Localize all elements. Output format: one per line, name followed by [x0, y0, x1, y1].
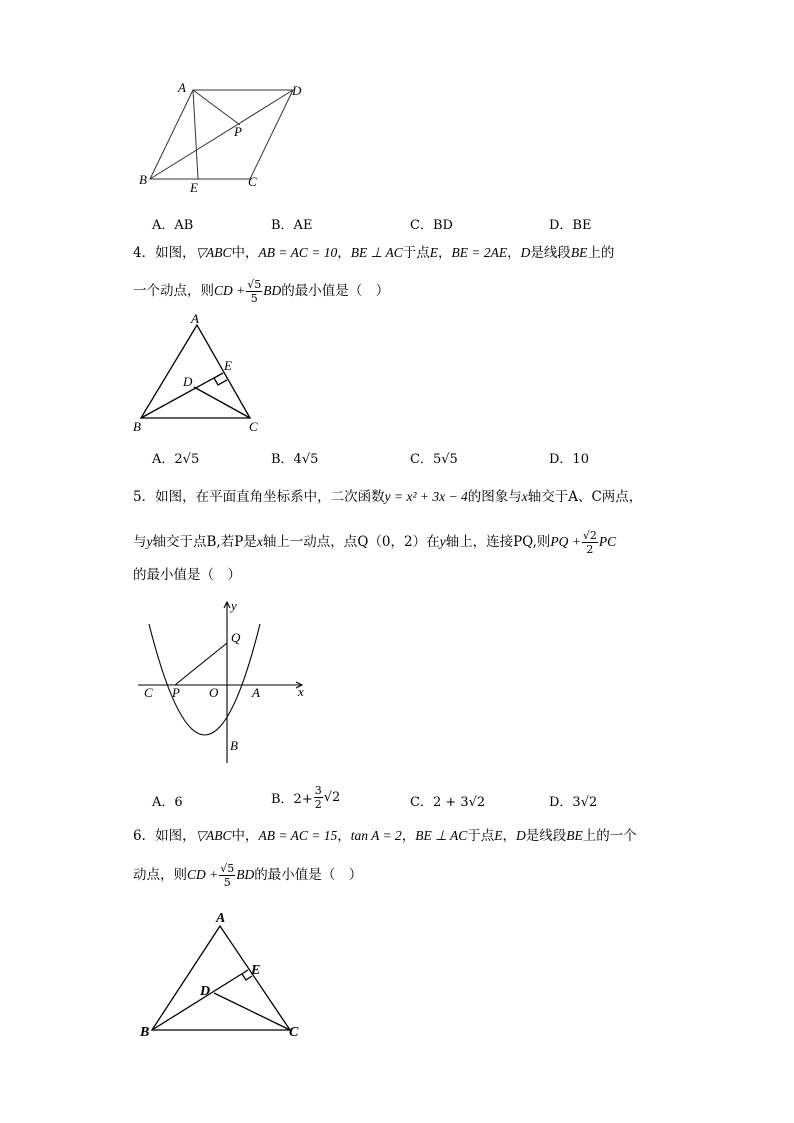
q5-text: 轴上，连接	[445, 534, 514, 550]
q5-line-1	[133, 487, 642, 507]
fig4-label-a: A	[191, 311, 199, 326]
q5-point-b: B	[206, 534, 217, 550]
q4-text: 一个动点，则	[133, 283, 214, 299]
q6-cond-tan: tan A = 2	[350, 828, 402, 843]
q4-choice-d[interactable]: D．10	[549, 452, 589, 467]
fig5-label-b: B	[230, 738, 238, 753]
q5-text: 是	[243, 534, 257, 550]
fig4-label-e: E	[224, 358, 232, 373]
q5-choice-b-den: 2	[314, 798, 322, 811]
q6-sep: ，	[337, 828, 351, 844]
q4-line-1	[133, 243, 614, 263]
q5-text: ,若	[216, 534, 235, 550]
fig5-label-o: O	[209, 685, 219, 700]
q6-text: 中，	[231, 828, 259, 844]
q6-expr: CD +	[187, 867, 219, 882]
q6-text: 于点	[467, 828, 495, 844]
q5-text: ,则	[532, 534, 551, 550]
q5-choice-b-prefix: B．2+	[271, 792, 313, 807]
q5-expr: PC	[598, 534, 617, 549]
q6-sep: ，	[401, 828, 416, 844]
q6-frac-den: 5	[223, 876, 231, 889]
q4-frac-num: √5	[247, 278, 262, 291]
q5-text: 与	[133, 534, 147, 550]
q5-text: 轴交于点	[152, 534, 207, 550]
q5-line-2	[133, 529, 616, 556]
q5-choice-a[interactable]: A．6	[152, 795, 183, 810]
q6-number: 6．如图，	[133, 828, 196, 844]
q6-segment: BE	[566, 828, 583, 843]
q5-text: 的图象与	[467, 489, 522, 505]
q6-expr: BD	[236, 867, 255, 882]
q5-fraction	[582, 529, 598, 556]
q4-segment: BE	[570, 245, 588, 260]
q5-points: A、C	[568, 489, 602, 505]
fig3-label-p: P	[234, 124, 242, 139]
q6-point-e: E	[494, 828, 503, 843]
q4-text: 中，	[231, 245, 259, 261]
q3-choice-c[interactable]: C．BD	[410, 218, 453, 233]
fig5-label-y: y	[231, 598, 237, 613]
q6-text: 上的一个	[582, 828, 637, 844]
q5-pq: PQ	[513, 534, 533, 550]
q6-text: 动点，则	[133, 867, 187, 883]
q4-choice-b[interactable]: B．4√5	[271, 452, 319, 467]
q6-fraction	[219, 862, 235, 889]
q4-choice-a[interactable]: A．2√5	[152, 452, 200, 467]
q6-line-2	[133, 862, 362, 889]
q5-text: 轴交于	[527, 489, 569, 505]
q6-text: 是线段	[525, 828, 567, 844]
q4-frac-den: 5	[250, 292, 258, 305]
q5-choice-b-root: √2	[323, 790, 341, 805]
fig4-label-c: C	[249, 419, 258, 434]
q6-sep: ，	[502, 828, 516, 844]
q3-choice-d[interactable]: D．BE	[549, 218, 592, 233]
q5-choice-b[interactable]	[271, 784, 340, 811]
q5-frac-num: √2	[582, 529, 597, 542]
fig5-label-c: C	[144, 685, 153, 700]
fig3-label-d: D	[292, 83, 302, 98]
fig6-label-c: C	[289, 1025, 299, 1040]
q5-x: x	[521, 489, 528, 504]
fig3-label-e: E	[190, 180, 198, 195]
figure-triangle-q4	[128, 308, 278, 438]
q6-line-1	[133, 826, 637, 846]
fig3-label-a: A	[178, 80, 186, 95]
q4-text: 于点	[402, 245, 430, 261]
fig3-label-b: B	[139, 172, 147, 187]
q6-point-d: D	[515, 828, 526, 843]
q4-sep: ，	[507, 245, 521, 261]
q5-point-p: P	[234, 534, 244, 550]
q5-choice-b-num: 3	[314, 784, 322, 797]
q4-number: 4．如图，	[133, 245, 196, 261]
fig3-label-c: C	[248, 174, 257, 189]
q5-text: 5．如图，在平面直角坐标系中，二次函数	[133, 489, 385, 505]
q6-cond-ab-ac: AB = AC = 15	[258, 828, 338, 843]
q5-y: y	[439, 534, 446, 549]
q3-choice-a[interactable]: A．AB	[152, 218, 194, 233]
q4-cond-ab-ac: AB = AC = 10	[258, 245, 338, 260]
q5-choice-d[interactable]: D．3√2	[549, 795, 598, 810]
q4-cond-perp: BE ⊥ AC	[350, 245, 403, 260]
q4-expr: CD +	[214, 283, 246, 298]
q4-point-d: D	[520, 245, 531, 260]
q5-choice-c[interactable]: C．2 + 3√2	[410, 795, 486, 810]
figure-triangle-q6	[130, 900, 320, 1048]
q6-text: 的最小值是（ ）	[254, 867, 363, 883]
q4-text: 是线段	[530, 245, 571, 261]
q6-frac-num: √5	[220, 862, 235, 875]
q5-expr: PQ +	[550, 534, 581, 549]
q5-x: x	[256, 534, 263, 549]
q4-cond-be: BE = 2AE	[451, 245, 508, 260]
q3-choice-b[interactable]: B．AE	[271, 218, 313, 233]
fig5-label-q: Q	[231, 630, 241, 645]
q5-text: 轴上一动点，点	[262, 534, 358, 550]
q4-line-2	[133, 278, 389, 305]
q5-point-q: Q	[357, 534, 369, 550]
q5-y: y	[146, 534, 153, 549]
q4-text: 上的	[587, 245, 615, 261]
fig6-label-e: E	[251, 963, 261, 978]
q5-text: 在	[426, 534, 440, 550]
q4-text: 的最小值是（ ）	[281, 283, 390, 299]
q4-choice-c[interactable]: C．5√5	[410, 452, 458, 467]
q5-line-3	[133, 565, 241, 585]
fig4-label-d: D	[183, 374, 193, 389]
q4-point-e: E	[429, 245, 438, 260]
fig4-label-b: B	[133, 419, 141, 434]
q4-sep: ，	[337, 245, 351, 261]
q5-coord: （0，2）	[368, 534, 427, 550]
q4-expr: BD	[263, 283, 282, 298]
q5-text: 的最小值是（ ）	[133, 567, 241, 583]
q5-function: y = x² + 3x − 4	[384, 489, 468, 504]
q5-choice-b-fraction	[314, 784, 323, 811]
q4-triangle: ▽ABC	[195, 245, 232, 260]
fig6-label-b: B	[140, 1025, 150, 1040]
fig6-label-d: D	[200, 984, 211, 999]
q5-text: 两点，	[601, 489, 643, 505]
q6-triangle: ▽ABC	[195, 828, 232, 843]
fig5-label-a: A	[252, 685, 260, 700]
q6-cond-perp: BE ⊥ AC	[415, 828, 468, 843]
q5-frac-den: 2	[586, 543, 594, 556]
figure-parallelogram	[130, 76, 320, 200]
q4-fraction	[246, 278, 262, 305]
q4-sep: ，	[437, 245, 452, 261]
fig5-label-p: P	[172, 685, 180, 700]
figure-parabola	[130, 596, 315, 766]
fig5-label-x: x	[298, 684, 304, 699]
fig6-label-a: A	[216, 911, 226, 926]
